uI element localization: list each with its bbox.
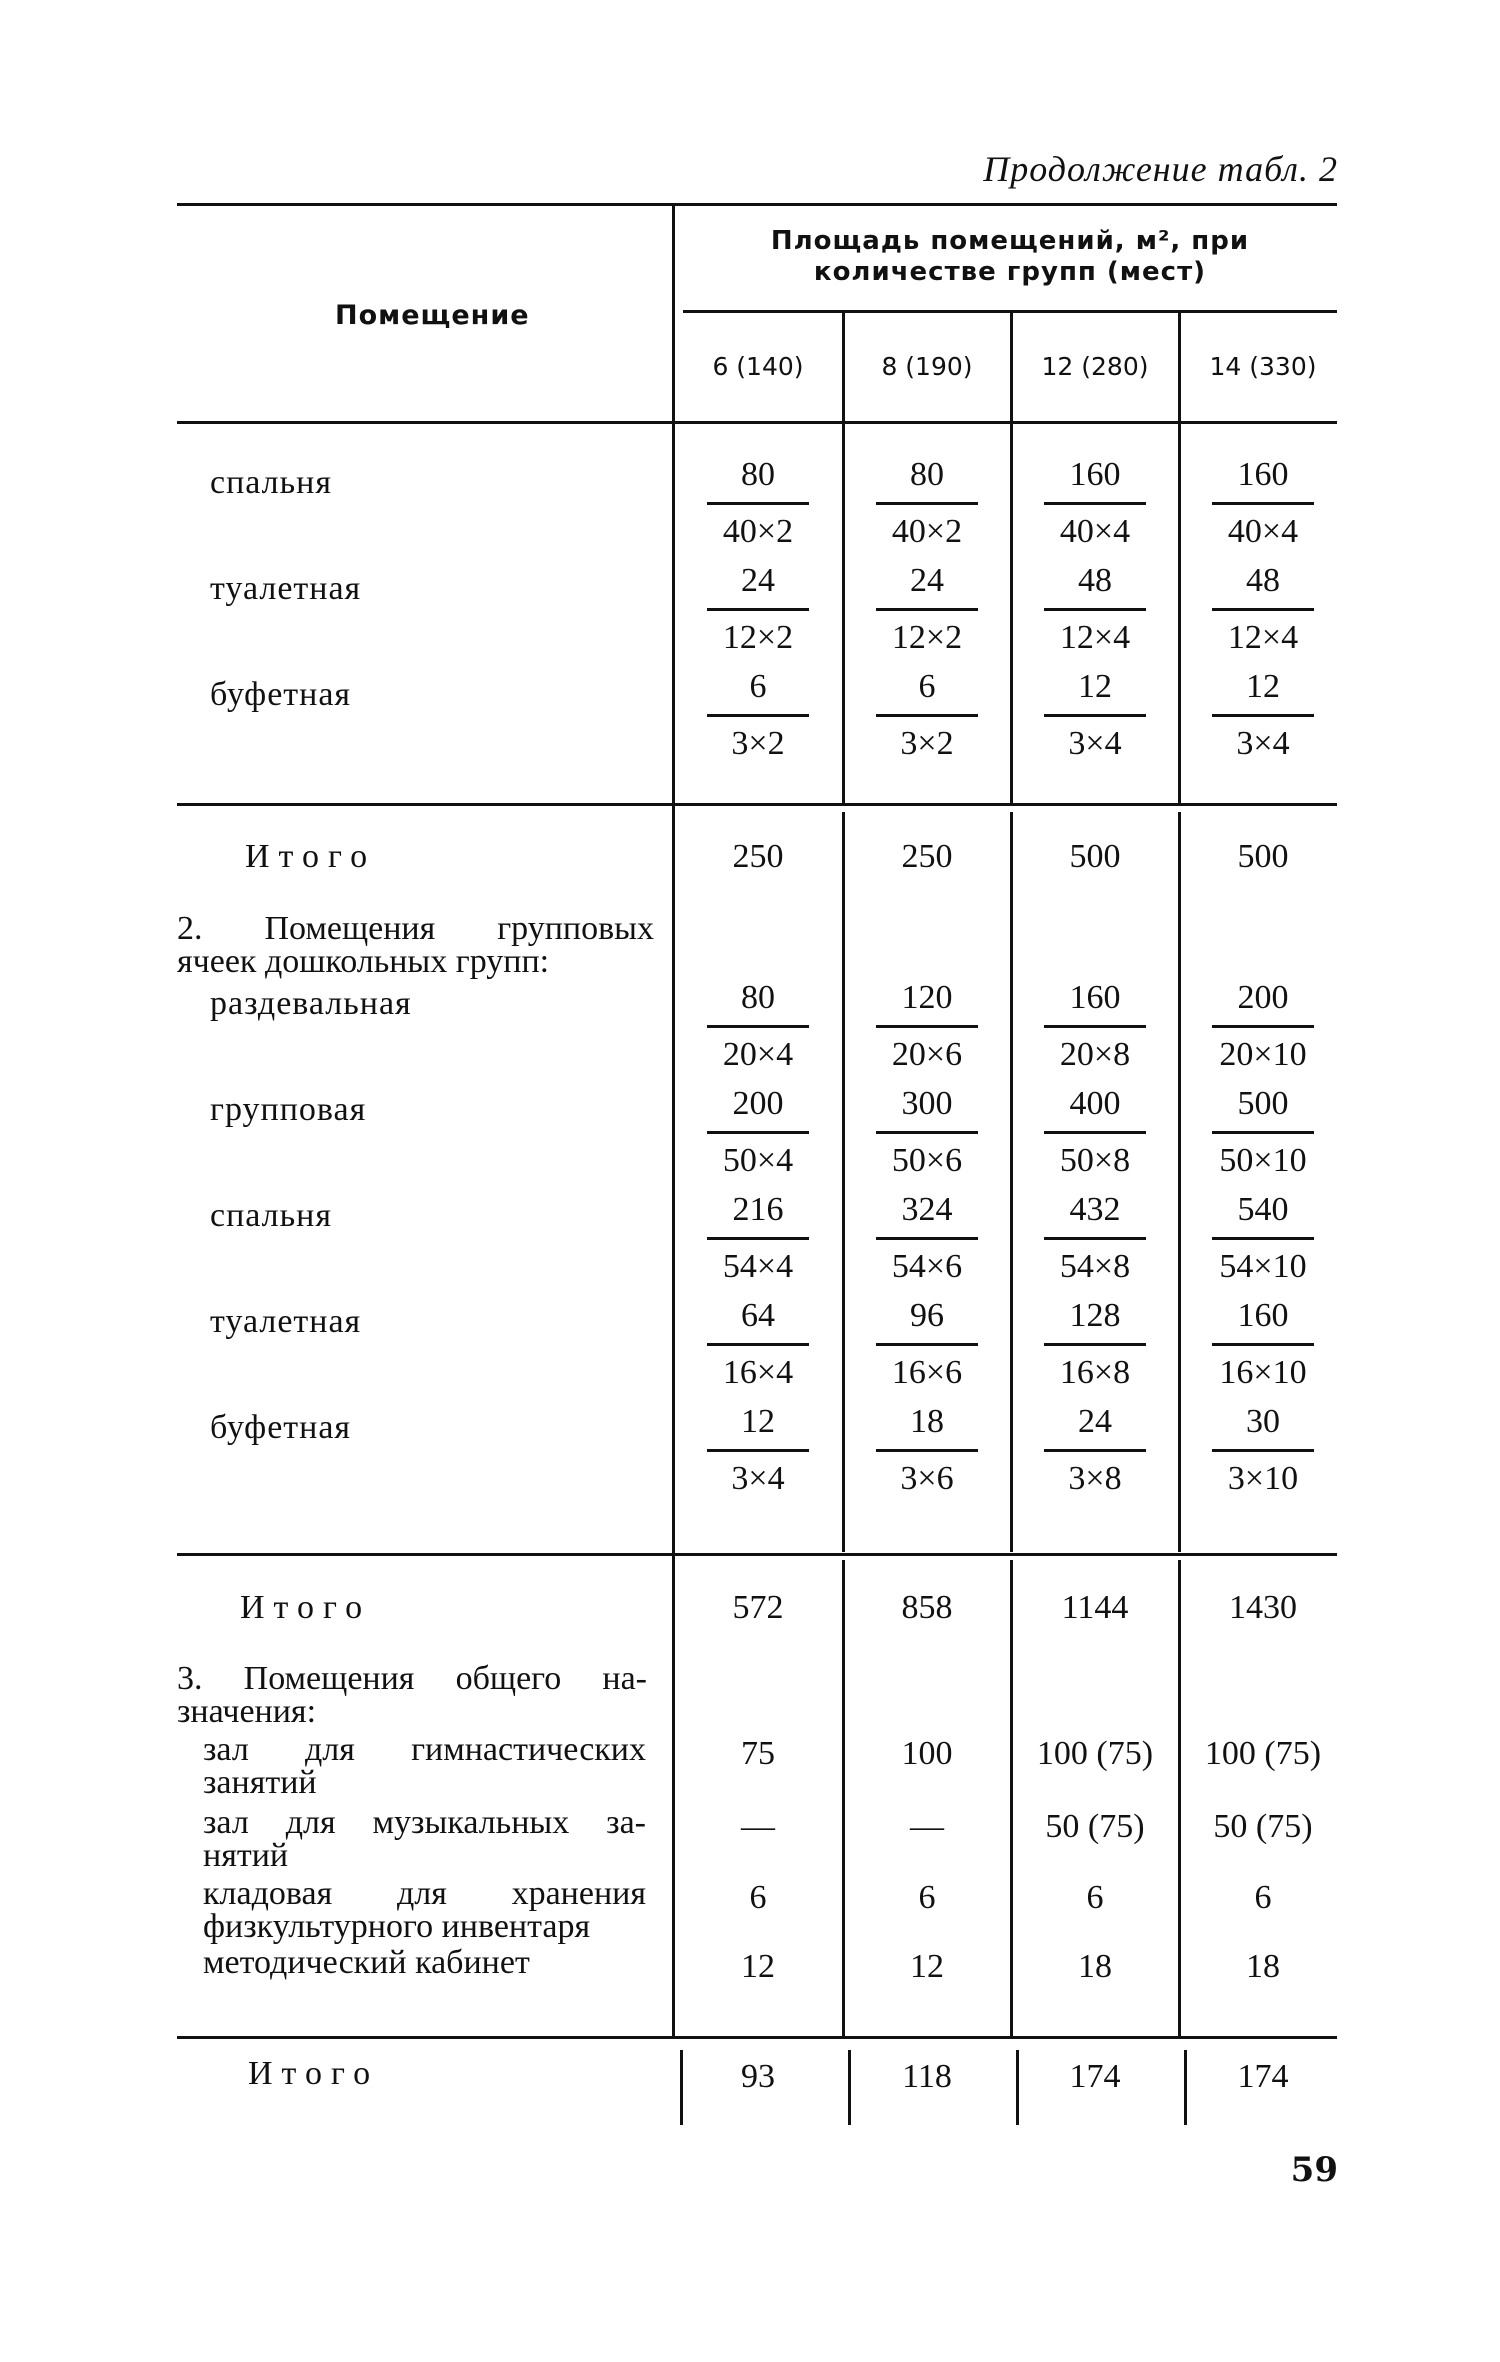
- total-cell: 500: [1069, 838, 1121, 875]
- value-cell: 50 (75): [1213, 1808, 1313, 1845]
- fraction-denominator: 54×10: [1219, 1248, 1307, 1285]
- fraction-denominator: 40×4: [1227, 513, 1299, 550]
- fraction-cell: [1208, 452, 1318, 555]
- value-cell: 12: [910, 1948, 944, 1985]
- fraction-numerator: 12: [1078, 668, 1112, 705]
- fraction-denominator: 12×2: [891, 619, 963, 656]
- column-rule: [1184, 2050, 1187, 2125]
- fraction-numerator: 400: [1069, 1085, 1121, 1122]
- fraction-cell: [703, 975, 813, 1078]
- fraction-numerator: 160: [1069, 979, 1121, 1016]
- fraction-denominator: 20×8: [1059, 1036, 1131, 1073]
- fraction-numerator: 12: [741, 1403, 775, 1440]
- fraction-cell: [1040, 1081, 1150, 1184]
- fraction-denominator: 12×4: [1227, 619, 1299, 656]
- fraction-numerator: 216: [732, 1191, 784, 1228]
- fraction-denominator: 3×4: [1068, 725, 1122, 762]
- fraction-denominator: 3×8: [1068, 1460, 1122, 1497]
- value-cell: 6: [749, 1879, 767, 1916]
- fraction-denominator: 16×6: [891, 1354, 963, 1391]
- row-label: [203, 1946, 646, 1979]
- fraction-cell: [872, 1187, 982, 1290]
- column-rule: [842, 812, 845, 1552]
- section-2-rule: [177, 1553, 1337, 1556]
- fraction-cell: [703, 1187, 813, 1290]
- column-rule: [1010, 812, 1013, 1552]
- row-label-line: физкультурного инвентаря: [203, 1908, 591, 1945]
- fraction-denominator: 3×10: [1227, 1460, 1299, 1497]
- fraction-numerator: 80: [741, 456, 775, 493]
- fraction-cell: [703, 1081, 813, 1184]
- fraction-denominator: 3×4: [1236, 725, 1290, 762]
- fraction-cell: [1040, 1399, 1150, 1502]
- total-cell: 174: [1237, 2058, 1289, 2095]
- fraction-numerator: 18: [910, 1403, 944, 1440]
- value-cell: 100: [901, 1735, 953, 1772]
- fraction-cell: [872, 558, 982, 661]
- value-cell: 75: [741, 1735, 775, 1772]
- fraction-denominator: 16×10: [1219, 1354, 1307, 1391]
- total-cell: 1144: [1061, 1589, 1129, 1626]
- column-header-6: 6 (140): [712, 352, 804, 381]
- fraction-cell: [703, 1399, 813, 1502]
- fraction-numerator: 160: [1069, 456, 1121, 493]
- fraction-denominator: 12×4: [1059, 619, 1131, 656]
- fraction-numerator: 24: [910, 562, 944, 599]
- header-bottom-rule: [177, 421, 1337, 424]
- value-cell: 12: [741, 1948, 775, 1985]
- fraction-numerator: 324: [901, 1191, 953, 1228]
- row-label: буфетная: [210, 1409, 352, 1446]
- fraction-denominator: 3×6: [900, 1460, 954, 1497]
- section-1-rule: [177, 803, 1337, 806]
- fraction-cell: [1040, 1187, 1150, 1290]
- fraction-denominator: 3×2: [731, 725, 785, 762]
- fraction-numerator: 200: [1237, 979, 1289, 1016]
- fraction-denominator: 20×4: [722, 1036, 794, 1073]
- total-cell: 250: [732, 838, 784, 875]
- row-label-line: кладовая для хранения: [203, 1875, 646, 1912]
- row-label: [203, 1877, 646, 1943]
- column-rule: [848, 2050, 851, 2125]
- table-continuation-caption: Продолжение табл. 2: [983, 149, 1338, 189]
- fraction-cell: [872, 452, 982, 555]
- fraction-cell: [703, 664, 813, 767]
- fraction-numerator: 48: [1078, 562, 1112, 599]
- fraction-cell: [872, 1081, 982, 1184]
- fraction-denominator: 3×4: [731, 1460, 785, 1497]
- fraction-numerator: 80: [910, 456, 944, 493]
- column-rule-label: [680, 2050, 683, 2125]
- column-header-area: Площадь помещений, м², при количестве групп (мест): [770, 226, 1250, 287]
- row-label: буфетная: [210, 676, 352, 713]
- row-label: спальня: [210, 464, 332, 501]
- fraction-denominator: 50×4: [722, 1142, 794, 1179]
- fraction-cell: [872, 664, 982, 767]
- value-cell: 50 (75): [1045, 1808, 1145, 1845]
- row-label: туалетная: [210, 1303, 362, 1340]
- fraction-cell: [872, 975, 982, 1078]
- fraction-cell: [1208, 975, 1318, 1078]
- fraction-cell: [872, 1399, 982, 1502]
- column-rule: [1010, 313, 1013, 803]
- row-label-line: нятий: [203, 1837, 289, 1874]
- value-cell: 6: [1086, 1879, 1104, 1916]
- fraction-cell: [1208, 1081, 1318, 1184]
- value-cell: 6: [918, 1879, 936, 1916]
- row-label: [203, 1806, 646, 1872]
- fraction-numerator: 128: [1069, 1297, 1121, 1334]
- fraction-numerator: 80: [741, 979, 775, 1016]
- fraction-cell: [1040, 558, 1150, 661]
- fraction-numerator: 64: [741, 1297, 775, 1334]
- fraction-cell: [1208, 664, 1318, 767]
- fraction-numerator: 6: [918, 668, 936, 705]
- total-cell: 500: [1237, 838, 1289, 875]
- table-top-rule: [177, 203, 1337, 206]
- fraction-numerator: 432: [1069, 1191, 1121, 1228]
- fraction-denominator: 54×6: [891, 1248, 963, 1285]
- fraction-cell: [1208, 558, 1318, 661]
- row-label: спальня: [210, 1197, 332, 1234]
- total-cell: 1430: [1229, 1589, 1297, 1626]
- fraction-cell: [1040, 452, 1150, 555]
- fraction-numerator: 160: [1237, 456, 1289, 493]
- column-rule: [1178, 1560, 1181, 2036]
- fraction-denominator: 40×4: [1059, 513, 1131, 550]
- fraction-cell: [1208, 1187, 1318, 1290]
- column-rule: [842, 313, 845, 803]
- fraction-denominator: 54×4: [722, 1248, 794, 1285]
- column-rule: [1016, 2050, 1019, 2125]
- row-label-line: зал для гимнастических: [203, 1731, 646, 1768]
- total-cell: 572: [732, 1589, 784, 1626]
- total-cell: 858: [901, 1589, 953, 1626]
- fraction-denominator: 16×4: [722, 1354, 794, 1391]
- total-cell: 93: [741, 2058, 775, 2095]
- value-cell: —: [910, 1808, 944, 1845]
- fraction-denominator: 16×8: [1059, 1354, 1131, 1391]
- row-label-line: методический кабинет: [203, 1944, 530, 1981]
- fraction-denominator: 20×10: [1219, 1036, 1307, 1073]
- total-cell: 250: [901, 838, 953, 875]
- fraction-cell: [1208, 1399, 1318, 1502]
- fraction-cell: [1040, 1293, 1150, 1396]
- page-number: 59: [1290, 2150, 1338, 2190]
- column-header-14: 14 (330): [1209, 352, 1317, 381]
- value-cell: 100 (75): [1036, 1735, 1154, 1772]
- fraction-numerator: 200: [732, 1085, 784, 1122]
- fraction-numerator: 160: [1237, 1297, 1289, 1334]
- column-rule: [1178, 812, 1181, 1552]
- value-cell: 18: [1078, 1948, 1112, 1985]
- column-header-12: 12 (280): [1041, 352, 1149, 381]
- fraction-cell: [1208, 1293, 1318, 1396]
- value-cell: —: [741, 1808, 775, 1845]
- column-rule: [842, 1560, 845, 2036]
- fraction-numerator: 24: [741, 562, 775, 599]
- fraction-cell: [1040, 975, 1150, 1078]
- fraction-numerator: 30: [1246, 1403, 1280, 1440]
- row-label: групповая: [210, 1091, 367, 1128]
- column-header-room: Помещение: [335, 300, 530, 331]
- section-2-heading: [177, 912, 654, 978]
- fraction-numerator: 120: [901, 979, 953, 1016]
- section-3-heading-line-1: 3. Помещения общего на-: [177, 1660, 647, 1697]
- fraction-numerator: 500: [1237, 1085, 1289, 1122]
- section-2-heading-line-2: ячеек дошкольных групп:: [177, 943, 550, 980]
- column-rule: [1178, 313, 1181, 803]
- fraction-numerator: 6: [749, 668, 767, 705]
- fraction-numerator: 300: [901, 1085, 953, 1122]
- fraction-numerator: 540: [1237, 1191, 1289, 1228]
- column-header-8: 8 (190): [881, 352, 973, 381]
- total-3-label: Итого: [248, 2055, 380, 2092]
- fraction-numerator: 48: [1246, 562, 1280, 599]
- fraction-denominator: 3×2: [900, 725, 954, 762]
- row-label-line: зал для музыкальных за-: [203, 1804, 646, 1841]
- fraction-numerator: 12: [1246, 668, 1280, 705]
- fraction-denominator: 50×10: [1219, 1142, 1307, 1179]
- fraction-denominator: 40×2: [722, 513, 794, 550]
- fraction-cell: [703, 558, 813, 661]
- section-3-rule: [177, 2036, 1337, 2039]
- section-2-heading-line-1: 2. Помещения групповых: [177, 910, 654, 947]
- section-3-heading-line-2: значения:: [177, 1693, 317, 1730]
- fraction-denominator: 20×6: [891, 1036, 963, 1073]
- fraction-cell: [703, 452, 813, 555]
- total-cell: 174: [1069, 2058, 1121, 2095]
- fraction-denominator: 50×6: [891, 1142, 963, 1179]
- fraction-denominator: 12×2: [722, 619, 794, 656]
- fraction-numerator: 96: [910, 1297, 944, 1334]
- row-label-line: занятий: [203, 1764, 317, 1801]
- fraction-numerator: 24: [1078, 1403, 1112, 1440]
- fraction-cell: [872, 1293, 982, 1396]
- fraction-cell: [703, 1293, 813, 1396]
- total-2-label: Итого: [240, 1589, 372, 1626]
- fraction-denominator: 50×8: [1059, 1142, 1131, 1179]
- section-3-heading: [177, 1662, 647, 1728]
- column-rule-label: [672, 203, 675, 2036]
- total-1-label: Итого: [245, 838, 377, 875]
- row-label: раздевальная: [210, 985, 412, 1022]
- value-cell: 6: [1254, 1879, 1272, 1916]
- fraction-cell: [1040, 664, 1150, 767]
- fraction-denominator: 40×2: [891, 513, 963, 550]
- column-rule: [1010, 1560, 1013, 2036]
- row-label: туалетная: [210, 570, 362, 607]
- total-cell: 118: [902, 2058, 952, 2095]
- value-cell: 18: [1246, 1948, 1280, 1985]
- row-label: [203, 1733, 646, 1799]
- fraction-denominator: 54×8: [1059, 1248, 1131, 1285]
- value-cell: 100 (75): [1204, 1735, 1322, 1772]
